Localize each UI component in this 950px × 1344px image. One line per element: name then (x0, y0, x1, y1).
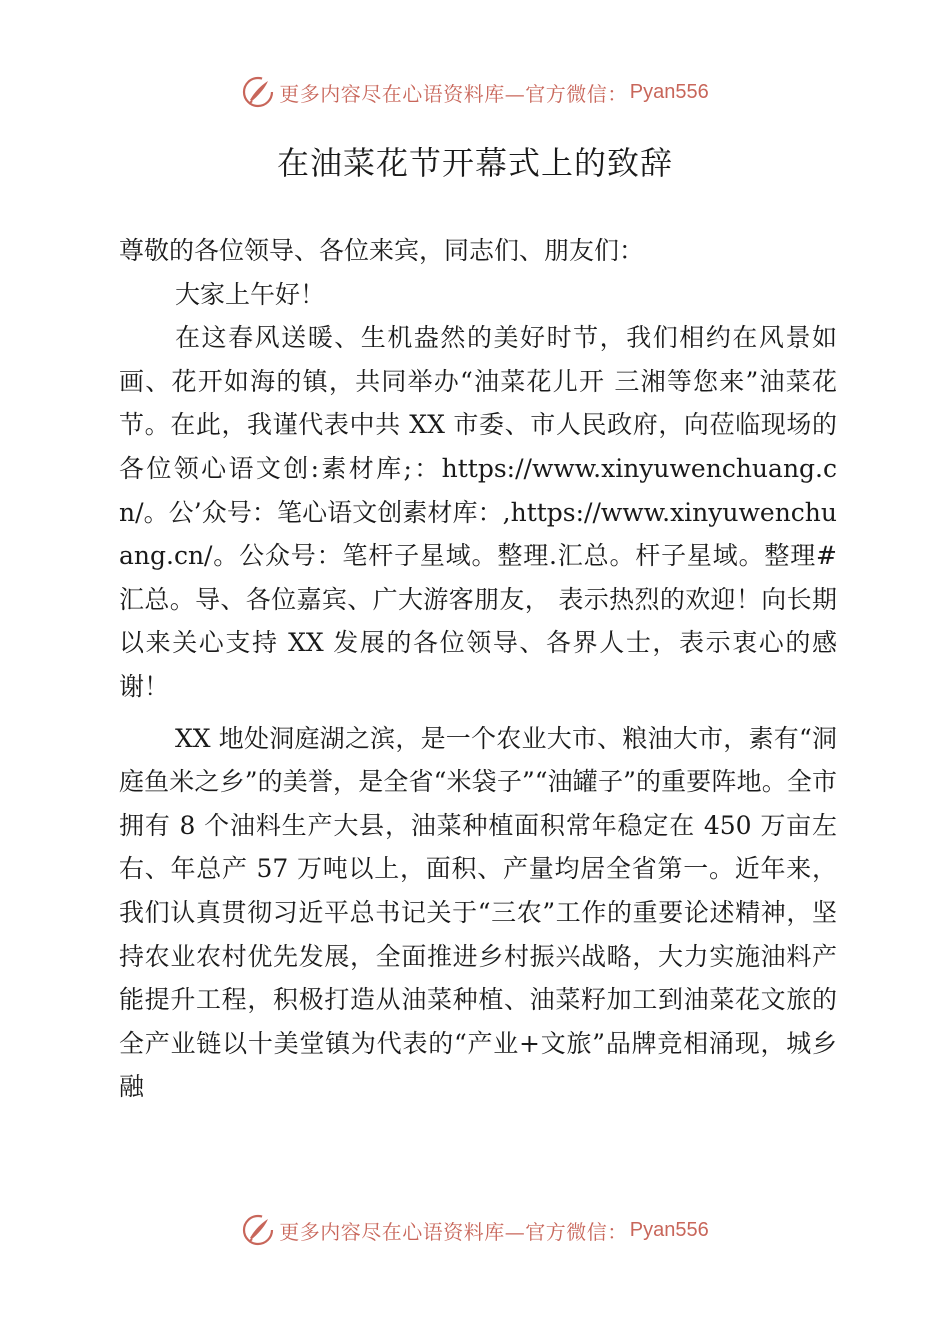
paragraph-introduction: XX 地处洞庭湖之滨，是一个农业大市、粮油大市，素有“洞庭鱼米之乡”的美誉，是全省“米袋子”“油罐子”的重要阵地。全市拥有 8 个油料生产大县，油菜种植面积常年稳定在 450 万亩左右、年总产 57 万吨以上，面积、产量均居全省第一。近年来，我们认真贯彻习近平总书记关于“三农”工作的重要论述精神，坚持农业农村优先发展，全面推进乡村振兴战略，大力实施油料产能提升工程，积极打造从油菜种植、油菜籽加工到油菜花文旅的全产业链以十美堂镇为代表的“产业+文旅”品牌竞相涌现，城乡融 (119, 723, 837, 1102)
salutation: 尊敬的各位领导、各位来宾，同志们、朋友们： (119, 236, 645, 265)
watermark-header (0, 72, 950, 112)
paragraph-welcome: 在这春风送暖、生机盎然的美好时节，我们相约在风景如画、花开如海的镇，共同举办“油菜花儿开 三湘等您来”油菜花节。在此，我谨代表中共 XX 市委、市人民政府，向莅临现场的各位领心语文创:素材库;：https://www.xinyuwenchuang.cn/。公’众号：笔心语文创素材库：,https://www.xinyuwenchuang.cn/。公众号：笔杆子星域。整理.汇总。杆子星域。整理#汇总。导、各位嘉宾、广大游客朋友， 表示热烈的欢迎！向长期以来关心支持 XX 发展的各位领导、各界人士，表示衷心的感谢！ (119, 323, 837, 701)
document-title: 在油菜花节开幕式上的致辞 (276, 144, 673, 182)
watermark-wechat-id: Pyan556 (629, 1218, 709, 1241)
quill-pen-logo-icon (241, 1213, 275, 1247)
watermark-wechat-id: Pyan556 (629, 80, 709, 103)
document-body (119, 229, 837, 1109)
watermark-text: 更多内容尽在心语资料库—官方微信： (279, 1219, 628, 1244)
greeting: 大家上午好！ (175, 279, 326, 309)
watermark-text: 更多内容尽在心语资料库—官方微信： (279, 81, 628, 106)
quill-pen-logo-icon (241, 75, 275, 109)
watermark-footer (0, 1210, 950, 1250)
